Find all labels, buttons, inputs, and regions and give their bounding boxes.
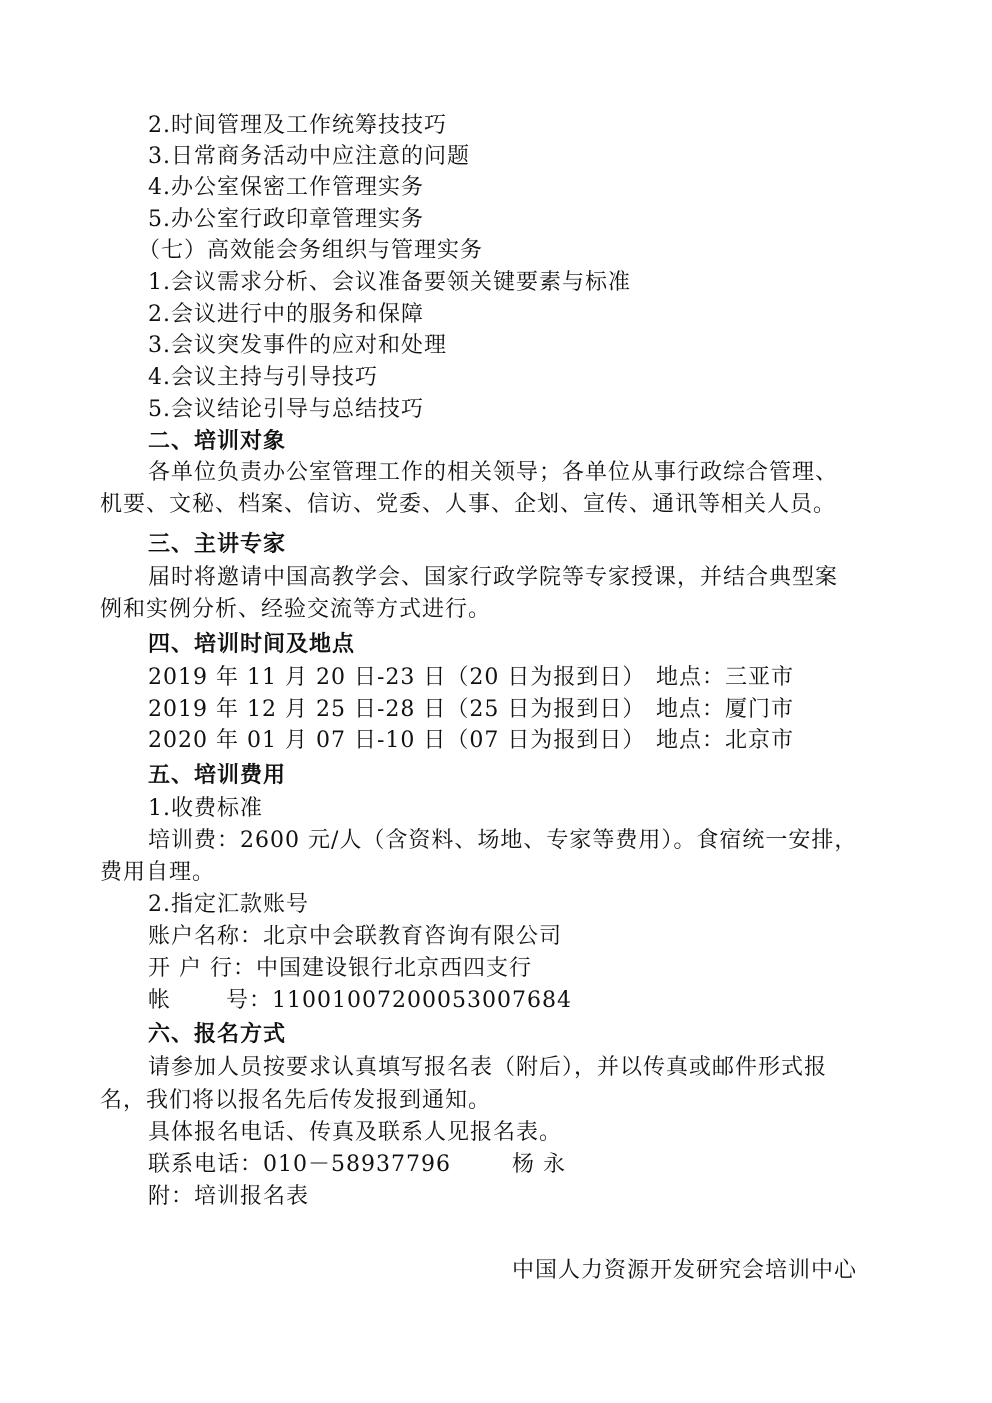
- paragraph: 名，我们将以报名先后传发报到通知。: [100, 1088, 492, 1113]
- section-heading-registration: 六、报名方式: [148, 1022, 287, 1047]
- account-number: 号：11001007200053007684: [226, 988, 572, 1013]
- account-number-label: 帐: [148, 988, 172, 1013]
- section-heading-experts: 三、主讲专家: [148, 532, 287, 557]
- schedule-place: 地点：三亚市: [656, 665, 795, 690]
- account-bank: 开 户 行：中国建设银行北京西四支行: [148, 956, 532, 981]
- list-item: 3.会议突发事件的应对和处理: [148, 333, 447, 358]
- paragraph: 届时将邀请中国高教学会、国家行政学院等专家授课，并结合典型案: [148, 565, 839, 590]
- paragraph: 具体报名电话、传真及联系人见报名表。: [148, 1120, 563, 1145]
- list-item: 2.时间管理及工作统筹技技巧: [148, 113, 447, 138]
- issuing-organization: 中国人力资源开发研究会培训中心: [512, 1258, 858, 1283]
- paragraph: 各单位负责办公室管理工作的相关领导；各单位从事行政综合管理、: [148, 460, 839, 485]
- contact-phone: 联系电话：010－58937796: [148, 1152, 451, 1177]
- schedule-date: 2019 年 12 月 25 日-28 日（25 日为报到日）: [148, 697, 646, 722]
- paragraph: 请参加人员按要求认真填写报名表（附后），并以传真或邮件形式报: [148, 1055, 828, 1080]
- account-name: 账户名称：北京中会联教育咨询有限公司: [148, 924, 563, 949]
- schedule-place: 地点：厦门市: [656, 697, 795, 722]
- list-item: 4.办公室保密工作管理实务: [148, 175, 424, 200]
- subsection-heading: 2.指定汇款账号: [148, 892, 309, 917]
- schedule-date: 2020 年 01 月 07 日-10 日（07 日为报到日）: [148, 728, 646, 753]
- schedule-date: 2019 年 11 月 20 日-23 日（20 日为报到日）: [148, 665, 646, 690]
- subsection-heading: 1.收费标准: [148, 796, 263, 821]
- list-item: 5.办公室行政印章管理实务: [148, 207, 424, 232]
- list-item: 4.会议主持与引导技巧: [148, 365, 378, 390]
- list-item: 1.会议需求分析、会议准备要领关键要素与标准: [148, 270, 631, 295]
- list-item: 2.会议进行中的服务和保障: [148, 302, 424, 327]
- section-heading-trainees: 二、培训对象: [148, 429, 287, 454]
- paragraph: 培训费：2600 元/人（含资料、场地、专家等费用）。食宿统一安排，: [148, 828, 858, 853]
- schedule-place: 地点：北京市: [656, 728, 795, 753]
- contact-person: 杨 永: [512, 1152, 566, 1177]
- subsection-heading: （七）高效能会务组织与管理实务: [138, 238, 484, 263]
- paragraph: 机要、文秘、档案、信访、党委、人事、企划、宣传、通讯等相关人员。: [100, 492, 837, 517]
- list-item: 5.会议结论引导与总结技巧: [148, 397, 424, 422]
- paragraph: 例和实例分析、经验交流等方式进行。: [100, 597, 492, 622]
- paragraph: 费用自理。: [100, 860, 216, 885]
- section-heading-fees: 五、培训费用: [148, 763, 287, 788]
- list-item: 3.日常商务活动中应注意的问题: [148, 144, 470, 169]
- section-heading-schedule: 四、培训时间及地点: [148, 632, 356, 657]
- attachment-note: 附：培训报名表: [148, 1184, 310, 1209]
